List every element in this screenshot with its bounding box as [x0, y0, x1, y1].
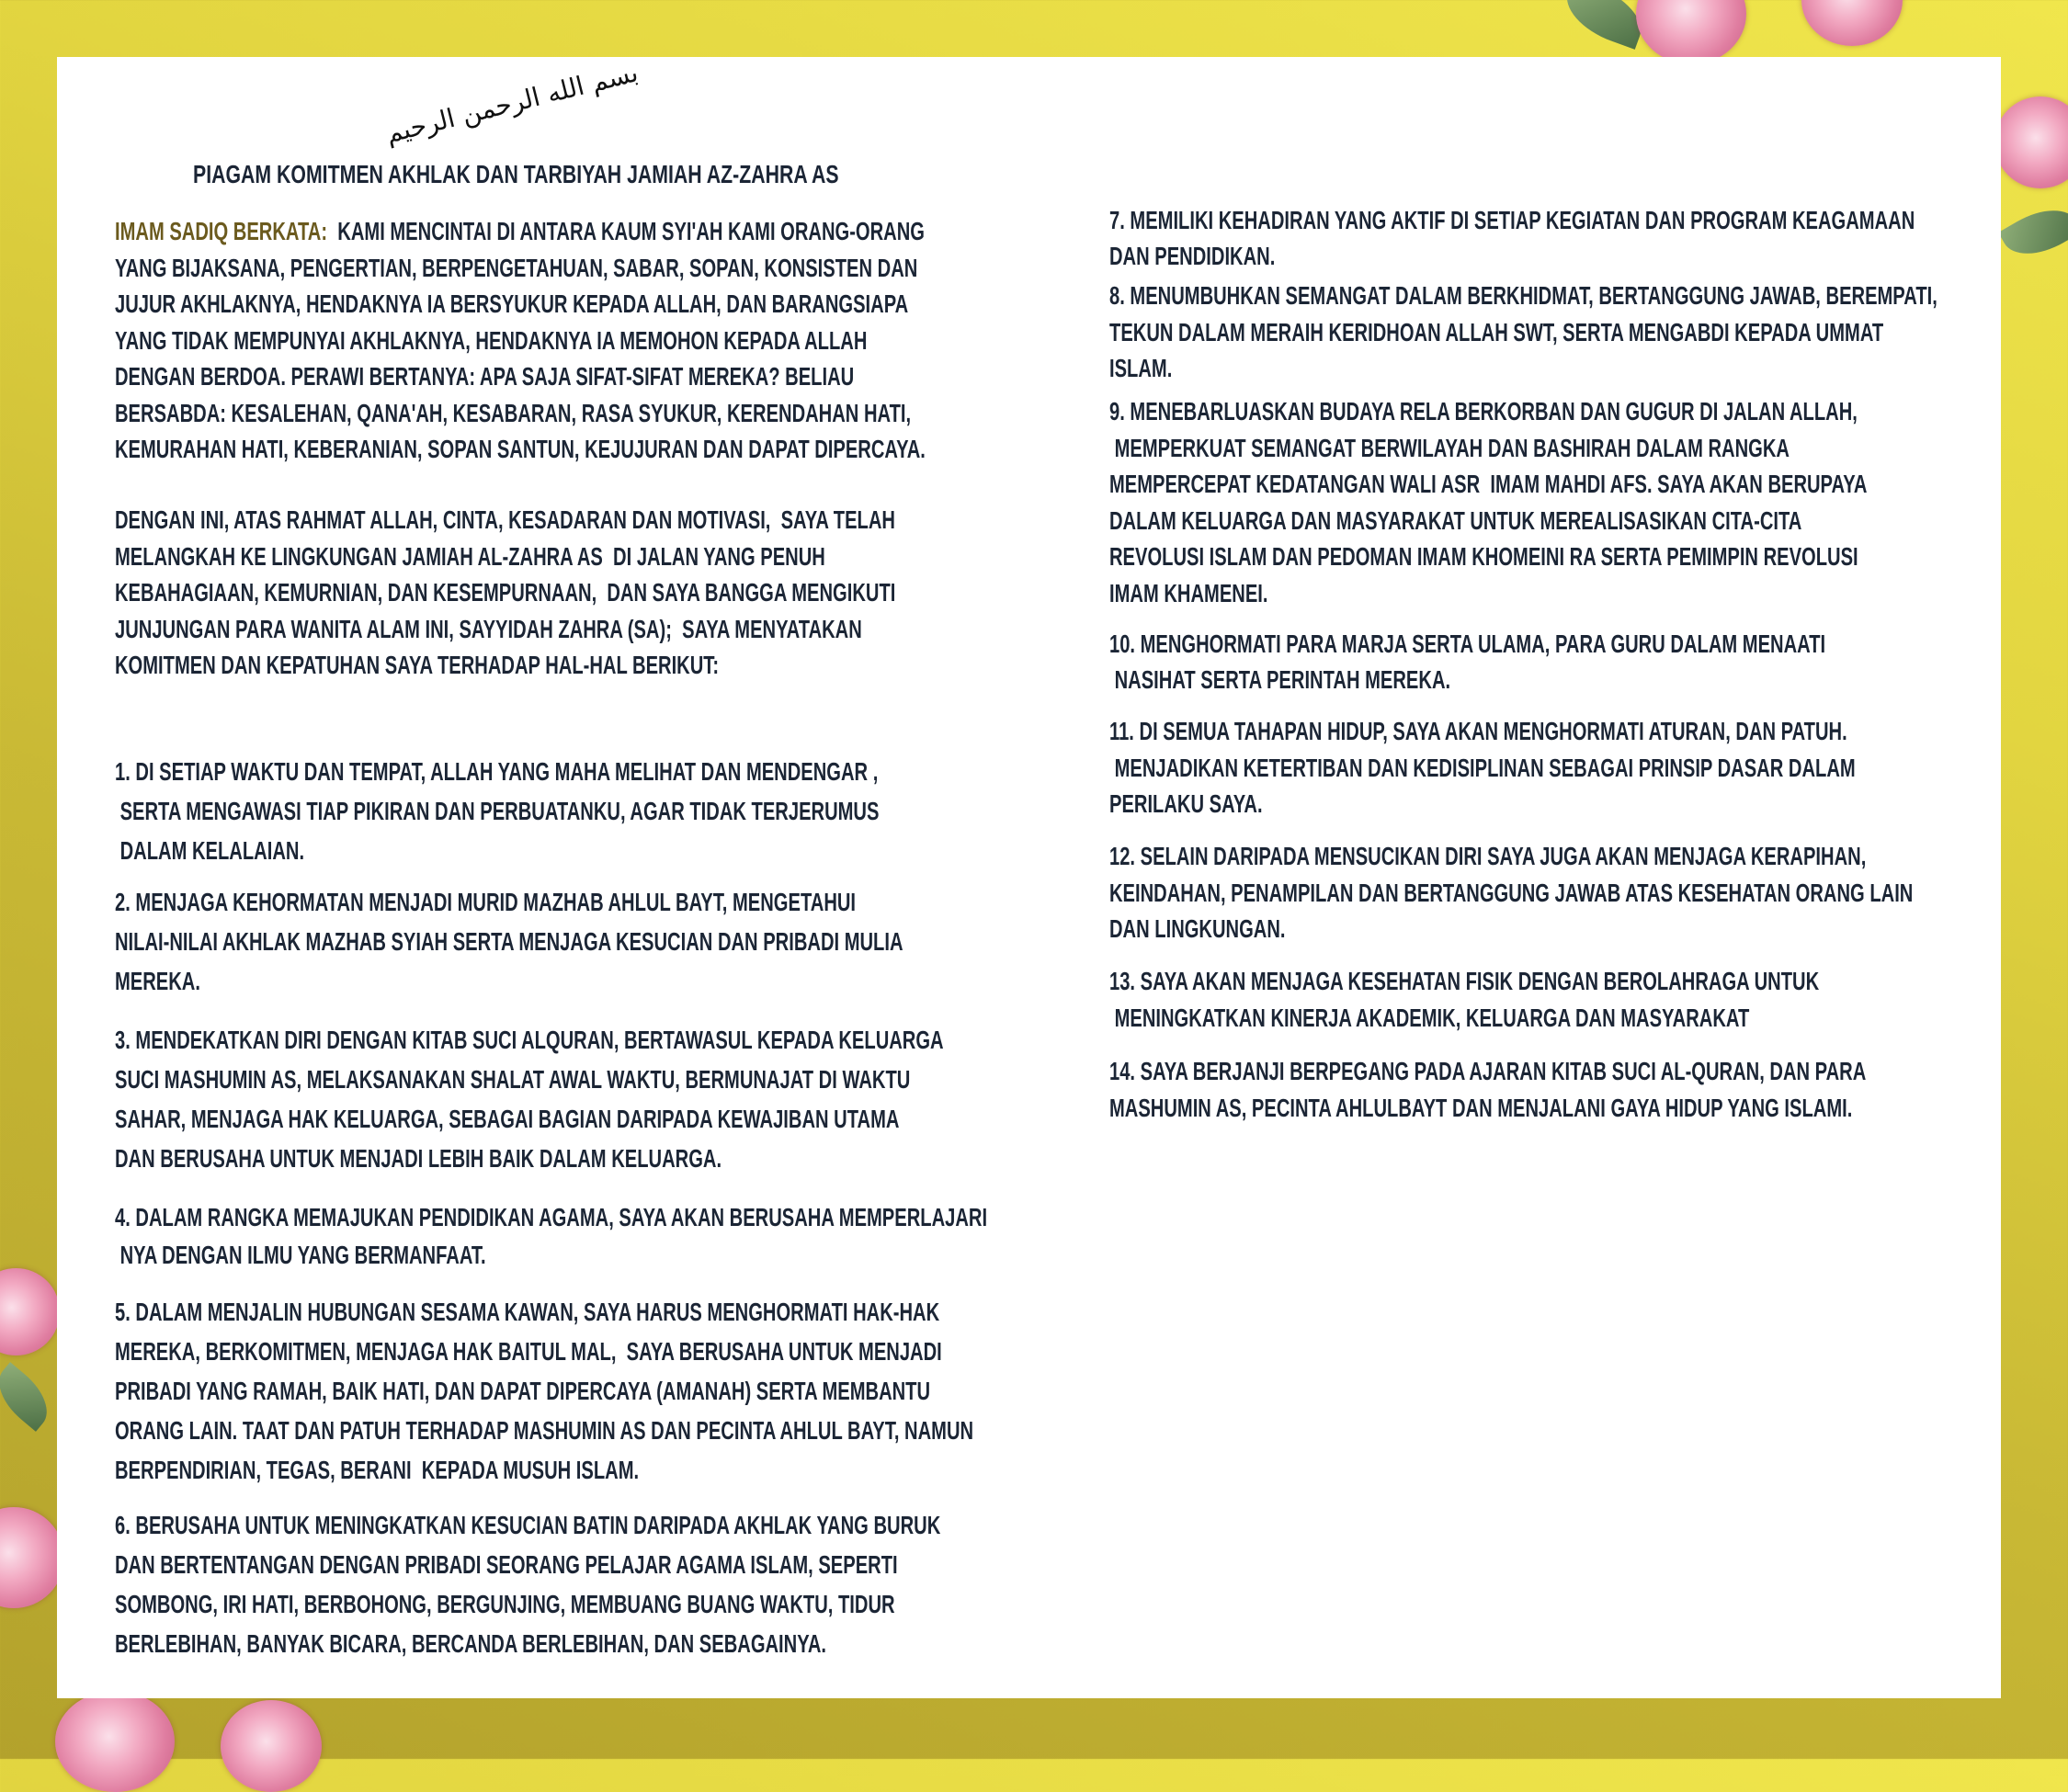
commitment-item	[115, 882, 906, 1001]
text-line: TEKUN DALAM MERAIH KERIDHOAN ALLAH SWT, SERTA MENGABDI KEPADA UMMAT	[1109, 317, 1884, 346]
bismillah-calligraphy: بسم الله الرحمن الرحيم	[382, 57, 642, 150]
text-line: BERPENDIRIAN, TEGAS, BERANI KEPADA MUSUH ISLAM.	[115, 1456, 640, 1484]
text-line: 8. MENUMBUHKAN SEMANGAT DALAM BERKHIDMAT, BERTANGGUNG JAWAB, BEREMPATI,	[1109, 281, 1937, 310]
text-line: MEREKA, BERKOMITMEN, MENJAGA HAK BAITUL MAL, SAYA BERUSAHA UNTUK MENJADI	[115, 1337, 942, 1366]
text-line: NILAI-NILAI AKHLAK MAZHAB SYIAH SERTA MENJAGA KESUCIAN DAN PRIBADI MULIA	[115, 927, 903, 956]
text-line: NYA DENGAN ILMU YANG BERMANFAAT.	[115, 1241, 486, 1269]
text-line: 2. MENJAGA KEHORMATAN MENJADI MURID MAZHAB AHLUL BAYT, MENGETAHUI	[115, 888, 857, 916]
text-line: BERLEBIHAN, BANYAK BICARA, BERCANDA BERLEBIHAN, DAN SEBAGAINYA.	[115, 1629, 826, 1658]
commitment-item	[115, 1198, 991, 1274]
document-title: PIAGAM KOMITMEN AKHLAK DAN TARBIYAH JAMIAH AZ-ZAHRA AS	[193, 160, 839, 188]
rose-decoration	[55, 1691, 175, 1792]
commitment-item	[1109, 202, 1918, 274]
quote-attribution: IMAM SADIQ BERKATA:	[115, 217, 328, 245]
rose-decoration	[1636, 0, 1746, 64]
commitment-item	[1109, 963, 1822, 1036]
text-line: SERTA MENGAWASI TIAP PIKIRAN DAN PERBUATANKU, AGAR TIDAK TERJERUMUS	[115, 797, 880, 825]
text-line: IMAM KHAMENEI.	[1109, 578, 1268, 607]
text-line: KEINDAHAN, PENAMPILAN DAN BERTANGGUNG JAWAB ATAS KESEHATAN ORANG LAIN	[1109, 878, 1914, 907]
text-line: BERSABDA: KESALEHAN, QANA'AH, KESABARAN, RASA SYUKUR, KERENDAHAN HATI,	[115, 398, 912, 427]
text-line: 3. MENDEKATKAN DIRI DENGAN KITAB SUCI ALQURAN, BERTAWASUL KEPADA KELUARGA	[115, 1026, 944, 1054]
text-line: 11. DI SEMUA TAHAPAN HIDUP, SAYA AKAN MENGHORMATI ATURAN, DAN PATUH.	[1109, 717, 1847, 745]
text-line: DENGAN INI, ATAS RAHMAT ALLAH, CINTA, KESADARAN DAN MOTIVASI, SAYA TELAH	[115, 505, 895, 534]
text-line: 13. SAYA AKAN MENJAGA KESEHATAN FISIK DENGAN BEROLAHRAGA UNTUK	[1109, 967, 1820, 995]
commitment-item	[1109, 393, 1869, 611]
text-line-content: KAMI MENCINTAI DI ANTARA KAUM SYI'AH KAMI ORANG-ORANG	[327, 217, 925, 245]
text-line: MEMPERCEPAT KEDATANGAN WALI ASR IMAM MAHDI AFS. SAYA AKAN BERUPAYA	[1109, 470, 1868, 498]
text-line: 4. DALAM RANGKA MEMAJUKAN PENDIDIKAN AGAMA, SAYA AKAN BERUSAHA MEMPERLAJARI	[115, 1203, 988, 1231]
text-line: 12. SELAIN DARIPADA MENSUCIKAN DIRI SAYA JUGA AKAN MENJAGA KERAPIHAN,	[1109, 842, 1867, 870]
commitment-item	[115, 752, 881, 870]
text-line	[115, 213, 928, 250]
text-line: DALAM KELALAIAN.	[115, 836, 305, 865]
text-line: SAHAR, MENJAGA HAK KELUARGA, SEBAGAI BAGIAN DARIPADA KEWAJIBAN UTAMA	[115, 1105, 900, 1133]
text-line: 6. BERUSAHA UNTUK MENINGKATKAN KESUCIAN BATIN DARIPADA AKHLAK YANG BURUK	[115, 1511, 941, 1539]
rose-decoration	[0, 1268, 60, 1355]
text-line: NASIHAT SERTA PERINTAH MEREKA.	[1109, 665, 1451, 694]
text-line: DENGAN BERDOA. PERAWI BERTANYA: APA SAJA SIFAT-SIFAT MEREKA? BELIAU	[115, 362, 855, 391]
rose-decoration	[221, 1700, 322, 1792]
text-line: 9. MENEBARLUASKAN BUDAYA RELA BERKORBAN DAN GUGUR DI JALAN ALLAH,	[1109, 397, 1858, 425]
text-line: YANG BIJAKSANA, PENGERTIAN, BERPENGETAHUAN, SABAR, SOPAN, KONSISTEN DAN	[115, 253, 918, 282]
text-line: DAN LINGKUNGAN.	[1109, 914, 1286, 943]
commitment-item	[1109, 838, 1916, 947]
commitment-item	[1109, 713, 1858, 822]
intro-paragraph	[115, 213, 928, 468]
text-line: YANG TIDAK MEMPUNYAI AKHLAKNYA, HENDAKNYA IA MEMOHON KEPADA ALLAH	[115, 325, 868, 355]
leaf-decoration	[0, 1362, 60, 1432]
rose-decoration	[1801, 0, 1903, 46]
text-line: REVOLUSI ISLAM DAN PEDOMAN IMAM KHOMEINI RA SERTA PEMIMPIN REVOLUSI	[1109, 542, 1858, 571]
text-line: KOMITMEN DAN KEPATUHAN SAYA TERHADAP HAL-HAL BERIKUT:	[115, 651, 720, 679]
text-line: PRIBADI YANG RAMAH, BAIK HATI, DAN DAPAT DIPERCAYA (AMANAH) SERTA MEMBANTU	[115, 1377, 931, 1405]
text-line: SUCI MASHUMIN AS, MELAKSANAKAN SHALAT AWAL WAKTU, BERMUNAJAT DI WAKTU	[115, 1065, 911, 1094]
text-line: DALAM KELUARGA DAN MASYARAKAT UNTUK MEREALISASIKAN CITA-CITA	[1109, 505, 1802, 535]
text-line: 1. DI SETIAP WAKTU DAN TEMPAT, ALLAH YANG MAHA MELIHAT DAN MENDENGAR ,	[115, 757, 879, 786]
leaf-decoration	[1998, 196, 2068, 268]
commitment-item	[115, 1020, 947, 1178]
declaration-paragraph	[115, 502, 898, 684]
text-line: DAN BERUSAHA UNTUK MENJADI LEBIH BAIK DALAM KELUARGA.	[115, 1144, 722, 1173]
text-line: PERILAKU SAYA.	[1109, 789, 1263, 818]
text-line: DAN BERTENTANGAN DENGAN PRIBADI SEORANG PELAJAR AGAMA ISLAM, SEPERTI	[115, 1550, 898, 1579]
text-line: MENINGKATKAN KINERJA AKADEMIK, KELUARGA DAN MASYARAKAT	[1109, 1003, 1750, 1032]
rose-decoration	[0, 1507, 64, 1608]
text-line: KEBAHAGIAAN, KEMURNIAN, DAN KESEMPURNAAN, DAN SAYA BANGGA MENGIKUTI	[115, 578, 896, 607]
text-line: SOMBONG, IRI HATI, BERBOHONG, BERGUNJING, MEMBUANG BUANG WAKTU, TIDUR	[115, 1590, 895, 1618]
text-line: 5. DALAM MENJALIN HUBUNGAN SESAMA KAWAN, SAYA HARUS MENGHORMATI HAK-HAK	[115, 1298, 940, 1326]
rose-decoration	[1994, 96, 2068, 188]
commitment-item	[1109, 278, 1940, 387]
text-line: 10. MENGHORMATI PARA MARJA SERTA ULAMA, PARA GURU DALAM MENAATI	[1109, 629, 1826, 658]
text-line: 7. MEMILIKI KEHADIRAN YANG AKTIF DI SETIAP KEGIATAN DAN PROGRAM KEAGAMAAN	[1109, 206, 1915, 234]
text-line: MELANGKAH KE LINGKUNGAN JAMIAH AL-ZAHRA AS DI JALAN YANG PENUH	[115, 541, 825, 571]
text-line: KEMURAHAN HATI, KEBERANIAN, SOPAN SANTUN, KEJUJURAN DAN DAPAT DIPERCAYA.	[115, 435, 926, 463]
text-line: ISLAM.	[1109, 354, 1173, 382]
commitment-item	[115, 1292, 976, 1490]
text-line: MENJADIKAN KETERTIBAN DAN KEDISIPLINAN SEBAGAI PRINSIP DASAR DALAM	[1109, 753, 1856, 782]
commitment-item	[1109, 1053, 1869, 1126]
text-line: DAN PENDIDIKAN.	[1109, 242, 1276, 270]
text-line: 14. SAYA BERJANJI BERPEGANG PADA AJARAN KITAB SUCI AL-QURAN, DAN PARA	[1109, 1057, 1867, 1085]
commitment-item	[1109, 626, 1829, 698]
text-line: MASHUMIN AS, PECINTA AHLULBAYT DAN MENJALANI GAYA HIDUP YANG ISLAMI.	[1109, 1093, 1853, 1122]
text-line: JUJUR AKHLAKNYA, HENDAKNYA IA BERSYUKUR KEPADA ALLAH, DAN BARANGSIAPA	[115, 289, 909, 318]
commitment-item	[115, 1505, 943, 1663]
text-line: ORANG LAIN. TAAT DAN PATUH TERHADAP MASHUMIN AS DAN PECINTA AHLUL BAYT, NAMUN	[115, 1416, 974, 1445]
text-line: MEMPERKUAT SEMANGAT BERWILAYAH DAN BASHIRAH DALAM RANGKA	[1109, 433, 1790, 462]
text-line: MEREKA.	[115, 967, 200, 995]
text-line: JUNJUNGAN PARA WANITA ALAM INI, SAYYIDAH ZAHRA (SA); SAYA MENYATAKAN	[115, 614, 862, 643]
